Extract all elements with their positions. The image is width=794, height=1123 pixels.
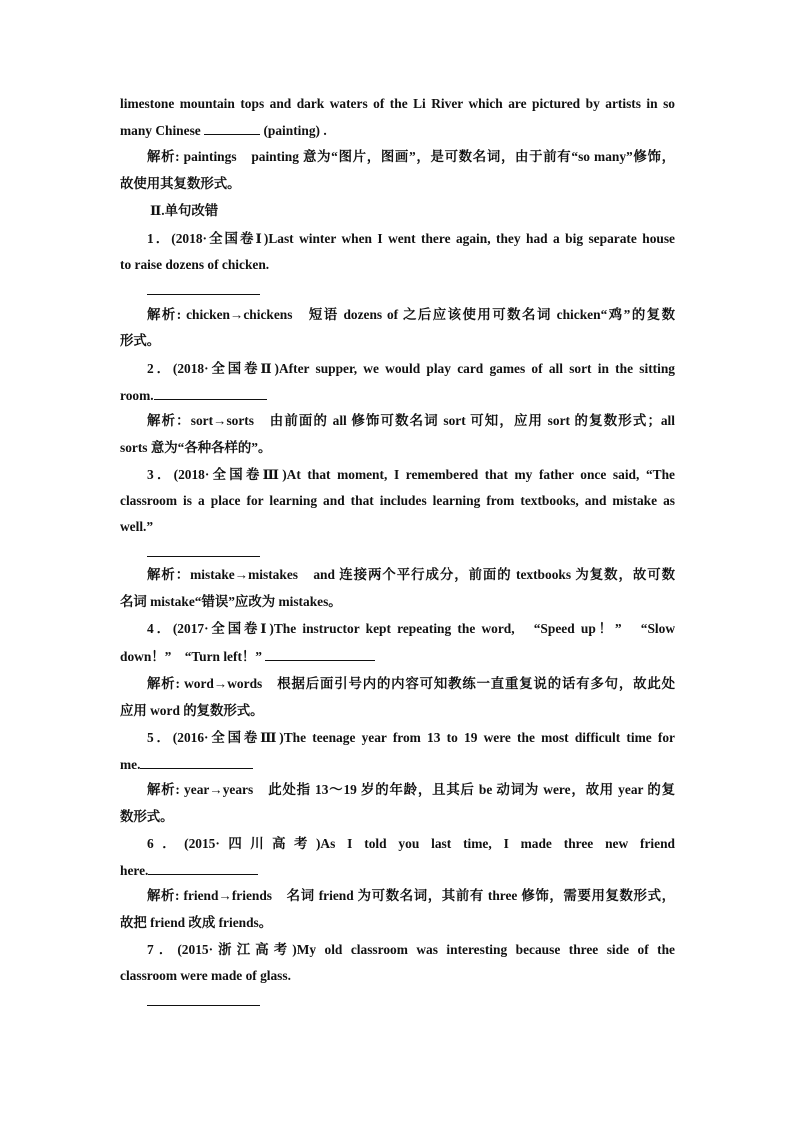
question-line: 7．(2015·浙江高考)My old classroom was interesting because three side of the: [147, 942, 675, 957]
analysis-line: 解析：mistake→mistakes and 连接两个平行成分，前面的 textbooks 为复数，故可数: [147, 567, 675, 582]
analysis-line: 形式。: [120, 333, 161, 348]
analysis-line: 故把 friend 改成 friends。: [120, 915, 273, 930]
question-line: classroom were made of glass.: [120, 968, 291, 983]
analysis-line: 解析: paintings painting 意为“图片，图画”，是可数名词，由于前有“so many”修饰，: [147, 149, 675, 164]
answer-blank: [140, 755, 253, 769]
section-heading: Ⅱ.单句改错: [150, 203, 219, 218]
question-line: well.”: [120, 519, 154, 534]
answer-blank: [265, 647, 375, 661]
question-line: 3．(2018·全国卷Ⅲ)At that moment, I remembered that my father once said, “The: [147, 467, 675, 482]
text-line: [120, 121, 675, 140]
text-fragment: here.: [120, 863, 149, 878]
fill-blank: [204, 121, 260, 135]
text-fragment: down！” “Turn left！”: [120, 649, 262, 664]
analysis-line: 解析: friend→friends 名词 friend 为可数名词，其前有 three 修饰，需要用复数形式，: [147, 888, 675, 903]
question-line: 1．(2018·全国卷Ⅰ)Last winter when I went there again, they had a big separate house: [147, 231, 675, 246]
question-line: [120, 861, 675, 880]
question-line: 5．(2016·全国卷Ⅲ)The teenage year from 13 to 19 were the most difficult time for: [147, 730, 675, 745]
analysis-line: 解析: word→words 根据后面引号内的内容可知教练一直重复说的话有多句，故此处: [147, 676, 675, 691]
analysis-line: 名词 mistake“错误”应改为 mistakes。: [120, 594, 342, 609]
question-line: [120, 755, 675, 774]
analysis-line: 解析: year→years 此处指 13～19 岁的年龄，且其后 be 动词为 were，故用 year 的复: [147, 782, 675, 797]
text-fragment: me.: [120, 757, 141, 772]
text-fragment: many Chinese: [120, 123, 201, 138]
text-fragment: room.: [120, 388, 154, 403]
answer-blank: [148, 861, 258, 875]
answer-blank: [147, 294, 260, 295]
analysis-line: 数形式。: [120, 809, 174, 824]
question-line: 6．(2015·四川高考)As I told you last time, I made three new friend: [147, 836, 675, 851]
question-line: [120, 647, 675, 666]
answer-blank: [147, 556, 260, 557]
question-line: [120, 386, 675, 405]
question-line: classroom is a place for learning and that includes learning from textbooks, and mistake as: [120, 493, 675, 508]
question-line: 4．(2017·全国卷Ⅰ)The instructor kept repeating the word, “Speed up！” “Slow: [147, 621, 675, 636]
question-line: 2．(2018·全国卷Ⅱ)After supper, we would play card games of all sort in the sitting: [147, 361, 675, 376]
question-line: to raise dozens of chicken.: [120, 257, 270, 272]
answer-blank: [147, 1005, 260, 1006]
analysis-line: 解析: chicken→chickens 短语 dozens of 之后应该使用可数名词 chicken“鸡”的复数: [147, 307, 675, 322]
analysis-line: 解析：sort→sorts 由前面的 all 修饰可数名词 sort 可知，应用 sort 的复数形式；all: [147, 413, 675, 428]
analysis-line: sorts 意为“各种各样的”。: [120, 440, 272, 455]
answer-blank: [154, 386, 267, 400]
analysis-line: 故使用其复数形式。: [120, 176, 241, 191]
analysis-line: 应用 word 的复数形式。: [120, 703, 264, 718]
text-line: limestone mountain tops and dark waters of the Li River which are pictured by artists in so: [120, 96, 675, 111]
text-fragment: (painting) .: [263, 123, 327, 138]
